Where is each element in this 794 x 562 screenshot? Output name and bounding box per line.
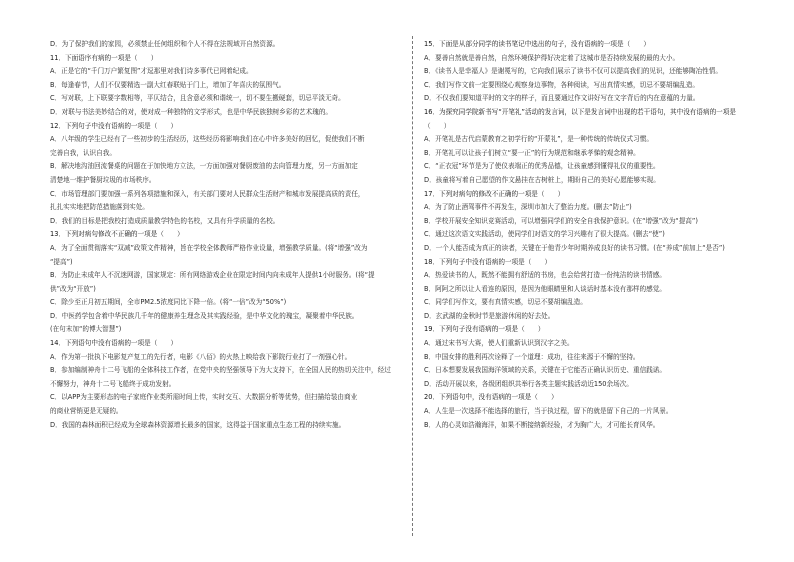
question-stem: 18．下列句子中没有语病的一项是（ ） bbox=[424, 257, 552, 266]
text-line: 不懈努力，神舟十二号飞船终于成功发射。 bbox=[50, 379, 176, 388]
text-line: B．解决地沟油回流餐桌的问题在于加快地方立法，一方面加强对餐厨废油的去向管理力度，另一方面加定 bbox=[50, 162, 358, 171]
text-line: B．中国女排的胜利再次诠释了一个道理：成功，往往来源于不懈的坚持。 bbox=[424, 352, 640, 361]
text-line: D．不仅我们要知道平时的文字的样子，而且要通过作文讲好写在文字背后的内在意蕴的力量。 bbox=[424, 94, 700, 103]
question-stem: 14．下列语句中没有语病的一项是（ ） bbox=[50, 339, 178, 348]
text-line: A．人生是一次选择不能选择的旅行，当于执过程，留下的就是留下自己的一片风景。 bbox=[424, 407, 673, 416]
text-line: 完善自我，认识自我。 bbox=[50, 148, 116, 157]
text-line: B．《读书人是幸福人》是谢冕写的，它向我们展示了读书不仅可以提高我们的见识，还能够陶冶性情。 bbox=[424, 67, 722, 76]
text-line: 的商业营销更是无疑的。 bbox=[50, 407, 123, 416]
text-line: C．除少至正月初五期间，全市PM2.5浓度同比下降一倍。(将“一倍”改为“50%”) bbox=[50, 298, 287, 307]
text-line: B．为防止未成年人不沉迷网游，国家规定：所有网络游戏企业在限定时间内向未成年人提供1小时服务。(将“提 bbox=[50, 271, 375, 280]
text-line: C．以APP为主要形态的电子家庭作业类所需时间上传，实时交互、大数据分析等优势，但扫描给装由商业 bbox=[50, 393, 358, 402]
question-stem: 20．下列语句中，没有语病的一项是（ ） bbox=[424, 393, 558, 402]
text-line: A．开笔礼是古代启蒙教育之初学行的“开蒙礼”，是一种传统的传统仪式习惯。 bbox=[424, 135, 653, 144]
text-line: 清楚地一维护餐厨垃圾的市场秩序。 bbox=[50, 175, 156, 184]
text-line: B．每逢春节，人们不仅要精选一副大红春联贴于门上，增加了年喜庆的氛围气。 bbox=[50, 80, 286, 89]
text-line: B．人的心灵如浩瀚海洋，如果不断接纳新经验，才为胸广大，才可能长育风华。 bbox=[424, 420, 660, 429]
text-line: B．参加编制神舟十二号飞船的全体科技工作者，在党中央的坚强领导下为大支持下，在全国人民的热切关注中，经过 bbox=[50, 366, 391, 375]
question-stem: 11．下面语序有病的一项是（ ） bbox=[50, 53, 158, 62]
text-line: A．通过宋书写大赛，使人们重新认识到汉字之美。 bbox=[424, 339, 574, 348]
left-column bbox=[50, 38, 410, 432]
text-line: C．通过这次语文实践活动，使同学们对语文的学习兴趣有了很大提高。(删去“使”) bbox=[424, 230, 665, 239]
text-line: B．开笔礼可以让孩子们树立“要一正”的行为规范和继承孝悌的观念精神。 bbox=[424, 148, 640, 157]
question-stem: 13．下列对病句修改不正确的一项是（ ） bbox=[50, 230, 184, 239]
text-line: D．为了保护我们的家园，必须禁止任何组织和个人不得在法规域开自然资源。 bbox=[50, 40, 280, 48]
text-line: A．要善自然就是善自然，自然环境保护得好决定着了这城市是否持续发展的最的大小。 bbox=[424, 53, 680, 62]
text-line: D．一个人能否成为真正的读者，关键在于他青少年时期养成良好的读书习惯。(在“养成”前加上“是否”) bbox=[424, 243, 725, 252]
text-line: 扎扎实实地把防范措施落到实处。 bbox=[50, 203, 149, 212]
text-line: C．写对联，上下联要字数相等，平仄结合，且含意必须和谐统一，切不要生搬硬套，切忌平淡无奇。 bbox=[50, 94, 345, 103]
text-line: A．八年级的学生已经有了一些初步的生活经历，这些经历将影响我们在心中许多美好的回忆，促使我们不断 bbox=[50, 135, 365, 144]
text-line: B．学校开展安全知识竞赛活动，可以增强同学们的安全自我保护意识。(在“增强”改为“提高”) bbox=[424, 216, 698, 225]
text-line: A．为了防止酒驾事件不再发生，深圳市加大了整治力度。(删去“防止”) bbox=[424, 203, 632, 212]
text-line: 供”改为“开放”) bbox=[50, 284, 96, 293]
text-line: D．孩童将写着自己愿望的作文悬挂在古树桩上，期盼自己的美好心愿能够实现。 bbox=[424, 175, 660, 184]
text-line: C．同学们写作文，要有真情实感，切忌不要胡编乱造。 bbox=[424, 298, 587, 307]
question-stem: 17．下列对病句的修改不正确的一项是（ ） bbox=[424, 189, 565, 198]
text-line: B．阿阿之所以让人看连的原因，是因为他眼睛里和人谈话时基本没有那样的感觉。 bbox=[424, 284, 666, 293]
text-line: A．热爱读书的人，既然不能拥有舒适的书房，也会给营打造一份纯洁的读书情感。 bbox=[424, 271, 666, 280]
text-line: A．正是它的“千门万户繁复图”才逗那里对我们诗多事代已网着纪成。 bbox=[50, 67, 253, 76]
right-column bbox=[424, 38, 784, 432]
text-line: C．市场管理部门要加强一系列各项措施和深入，有关部门要对人民群众生活财产和城市发展提高质的责任， bbox=[50, 189, 365, 198]
text-line: C．我们写作文前一定要围绕心观察身边事物，各种阅读，写出真情实感，切忌不要胡编乱造。 bbox=[424, 80, 699, 89]
text-line: （ ） bbox=[424, 121, 451, 130]
text-line: D．玄武湖的金秋时节是旅游休闲的好去处。 bbox=[424, 311, 555, 320]
question-stem: 12．下列句子中没有语病的一项是（ ） bbox=[50, 121, 178, 130]
text-line: D．我国的森林面积已经成为全球森林资源增长最多的国家，这得益于国家重点生态工程的持续实施。 bbox=[50, 420, 346, 429]
text-line: (在句末加“的博大智慧”) bbox=[50, 325, 122, 334]
text-line: “提高”) bbox=[50, 257, 73, 266]
text-line: D．活动开展以来，各级团组织共举行各类主题实践活动近150余场次。 bbox=[424, 379, 633, 388]
text-line: D．我们的目标是把我校打造成质量教学特色的名校，又具有升学质量的名校。 bbox=[50, 216, 280, 225]
text-line: D．对联与书法美妙结合的对，使对成一种独特的文学形式，也是中华民族独树乡彩的艺术瑰的。 bbox=[50, 107, 333, 116]
text-line: A．为了全面贯彻落实“双减”政策文件精神，旨在学校全体教师严格作业设量，增强教学质量。(将“增强”改为 bbox=[50, 243, 368, 252]
question-stem: 15．下面是从部分同学的读书笔记中选出的句子，没有语病的一项是（ ） bbox=[424, 40, 650, 48]
question-stem: 19．下列句子没有语病的一项是（ ） bbox=[424, 325, 545, 334]
text-line: C．“正衣冠”环节是为了使仪表端正的优秀品德，让孩童感到懂得礼仪的重要性。 bbox=[424, 162, 660, 171]
text-line: D．中医药学包含着中华民族几千年的健康养生理念及其实践经验，是中华文化的瑰宝，凝聚着中华民族。 bbox=[50, 311, 359, 320]
column-divider bbox=[412, 36, 413, 536]
text-line: A．作为第一批执下电影复产复工的先行者，电影《八佰》的火热上映给我下影院行业打了一剂强心针。 bbox=[50, 352, 352, 361]
text-line: C．日本想要发展我国海洋领域的关系，关键在于它能否正确认识历史、重信践诺。 bbox=[424, 366, 666, 375]
question-stem: 16．为探究同学院新书写“开笔礼”活动的发言词，以下是发言词中出现的若干语句，其中没有语病的一项是 bbox=[424, 107, 736, 116]
